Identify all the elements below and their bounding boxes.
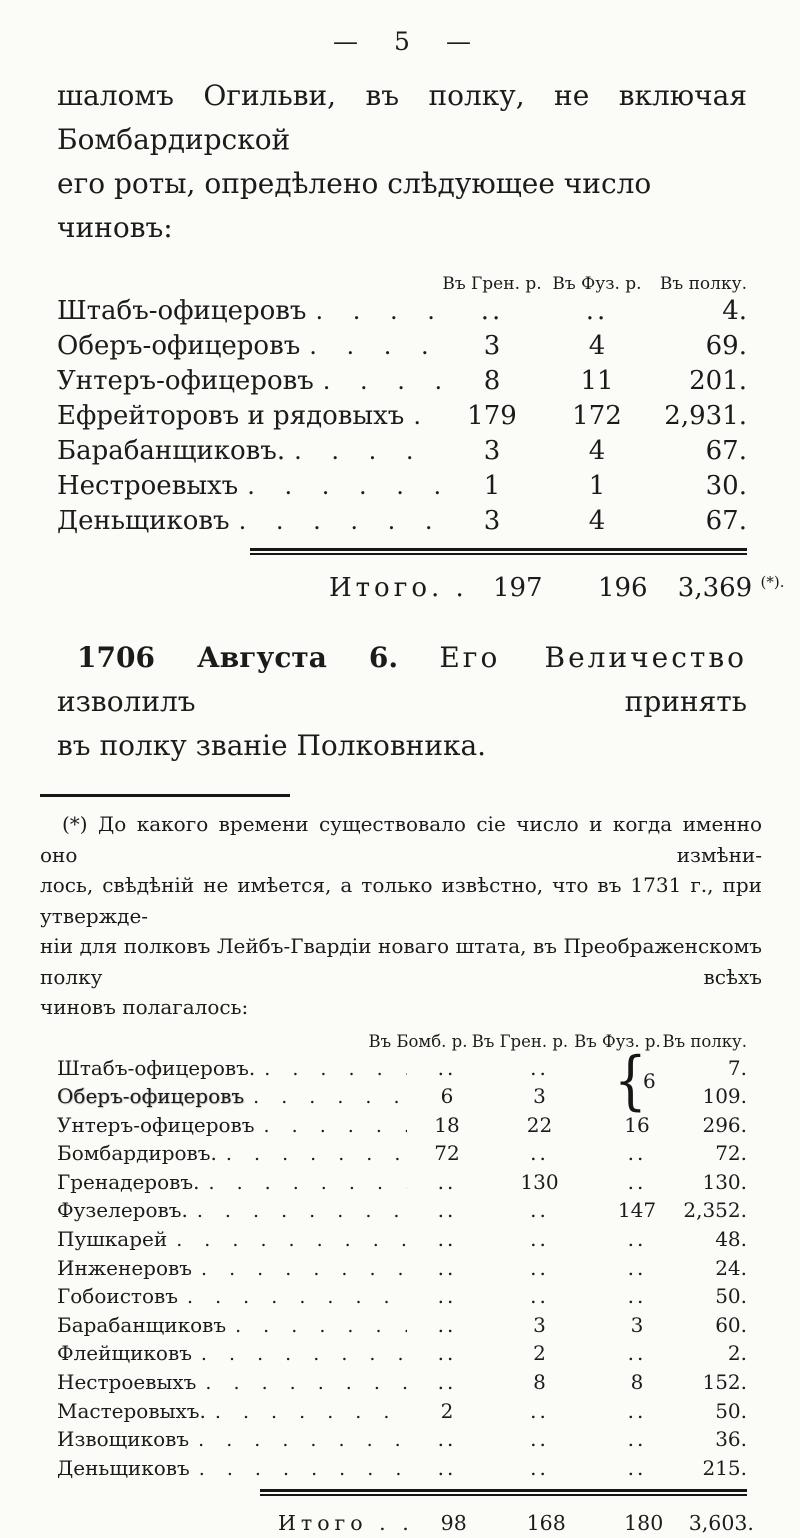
dot-leader-icon	[285, 434, 442, 469]
dot-leader-icon	[192, 1341, 407, 1369]
dot-leader-icon	[404, 399, 442, 434]
footnote-reference-marker: (*).	[760, 573, 785, 591]
entry-1706	[57, 636, 747, 768]
cell-value: 50.	[715, 1284, 747, 1309]
table-row	[57, 329, 747, 364]
cell-value: 8	[483, 366, 501, 396]
page-number-dash-right: —	[445, 26, 471, 56]
cell-value: 130.	[702, 1169, 747, 1194]
cell-value: 48.	[715, 1227, 747, 1252]
table1-total-rule	[250, 548, 747, 555]
table2-total-row	[57, 1508, 754, 1538]
table1-total-polk	[678, 564, 785, 606]
table2-total-bomb: 98	[440, 1511, 467, 1536]
cell-value: 67.	[705, 436, 747, 466]
entry-1706-date: 1706 Августа 6.	[77, 641, 399, 674]
cell-value: ..	[627, 1284, 647, 1309]
cell-value: ..	[530, 1227, 549, 1252]
cell-value: 109.	[702, 1084, 747, 1109]
dot-leader-icon	[244, 1084, 407, 1112]
table2-header-fuz: Въ Фуз. р.	[574, 1031, 661, 1051]
cell-value: 2	[533, 1341, 546, 1366]
cell-value: ..	[530, 1255, 549, 1280]
entry-1706-rest: изволилъ принять	[57, 685, 747, 718]
cell-value: ..	[530, 1141, 549, 1166]
dot-leader-icon	[190, 1456, 407, 1484]
dot-leader-icon	[238, 469, 442, 504]
table-row	[57, 1340, 747, 1369]
row-label: Деньщиковъ	[57, 1455, 190, 1480]
cell-value: ..	[530, 1427, 549, 1452]
cell-value: ..	[530, 1055, 549, 1080]
dot-leader-icon	[314, 364, 442, 399]
cell-value: 1	[588, 471, 606, 501]
cell-value: 201.	[689, 366, 747, 396]
table2-total-label: Итого . .	[278, 1511, 414, 1536]
cell-value: 7.	[727, 1055, 747, 1080]
cell-value: 3	[483, 331, 501, 361]
table-row	[57, 1226, 747, 1255]
cell-value: ..	[585, 296, 609, 326]
footnote-line: чиновъ полагалось:	[40, 995, 249, 1019]
intro-line-2: его роты, опредѣлено слѣдующее число чиновъ:	[57, 167, 652, 244]
cell-value: 179	[467, 401, 517, 431]
dot-leader-icon	[226, 1313, 407, 1341]
table2-header-spacer	[57, 1032, 368, 1052]
table-row	[57, 399, 747, 434]
cell-value: 60.	[715, 1312, 747, 1337]
dot-leader-icon	[300, 329, 442, 364]
cell-value: 30.	[705, 471, 747, 501]
dot-leader-icon	[306, 294, 442, 329]
dot-leader-icon	[255, 1113, 407, 1141]
entry-1706-majesty: Его Величество	[439, 641, 747, 674]
dot-leader-icon	[178, 1284, 407, 1312]
cell-value: ..	[530, 1284, 549, 1309]
table-row	[57, 1169, 747, 1198]
cell-value: 3	[533, 1084, 546, 1109]
cell-value: ..	[437, 1227, 457, 1252]
cell-value: ..	[437, 1284, 457, 1309]
cell-value: 18	[434, 1112, 460, 1137]
cell-value: ..	[437, 1312, 457, 1337]
row-label: Инженеровъ	[57, 1255, 192, 1280]
page-number-dash-left: —	[333, 26, 359, 56]
row-label: Флейщиковъ	[57, 1341, 192, 1366]
cell-value: 2,352.	[683, 1198, 747, 1223]
table1-header-polk: Въ полку.	[659, 274, 747, 294]
dot-leader-icon	[192, 1256, 407, 1284]
row-label: Фузелеровъ.	[57, 1198, 188, 1223]
cell-value: ..	[437, 1198, 457, 1223]
cell-value: 72.	[715, 1141, 747, 1166]
cell-value: ..	[437, 1455, 457, 1480]
cell-value: 4	[588, 506, 606, 536]
cell-value: 3	[483, 436, 501, 466]
cell-value: ..	[627, 1255, 647, 1280]
table1-header-gren: Въ Грен. р.	[442, 274, 542, 294]
row-label: Барабанщиковъ	[57, 1312, 227, 1337]
table1-total-gren: 197	[492, 573, 543, 603]
entry-1706-line-1	[57, 636, 747, 724]
row-label: Нестроевыхъ	[57, 1370, 197, 1395]
dot-leader-icon	[199, 1170, 407, 1198]
cell-value: ..	[627, 1227, 647, 1252]
dot-leader-icon	[217, 1141, 407, 1169]
row-label: Гренадеровъ.	[57, 1169, 200, 1194]
table1-total-fuz: 196	[597, 573, 648, 603]
cell-value: 69.	[705, 331, 747, 361]
table1-body	[57, 294, 747, 539]
dot-leader-icon	[167, 1227, 407, 1255]
cell-value: ..	[437, 1255, 457, 1280]
cell-value: 11	[580, 366, 614, 396]
row-label: Бомбардировъ.	[57, 1141, 217, 1166]
footnote-separator-rule	[40, 794, 290, 797]
row-label: Извощиковъ	[57, 1427, 190, 1452]
table-row	[57, 1369, 747, 1398]
row-label: Унтеръ-офицеровъ	[57, 1112, 255, 1137]
cell-value: 147	[617, 1198, 657, 1223]
cell-value: ..	[530, 1398, 549, 1423]
row-label: Деньщиковъ	[57, 506, 230, 536]
cell-value: ..	[480, 296, 504, 326]
dot-leader-icon	[188, 1198, 407, 1226]
cell-value: ..	[437, 1427, 457, 1452]
dot-leader-icon	[230, 504, 442, 539]
table-row	[57, 364, 747, 399]
cell-value: 3	[533, 1312, 546, 1337]
page-number: 5	[394, 26, 410, 56]
row-label: Нестроевыхъ	[57, 471, 239, 501]
row-label: Гобоистовъ	[57, 1284, 178, 1309]
cell-value: ..	[627, 1341, 647, 1366]
table-row	[57, 469, 747, 504]
cell-value: 72	[434, 1141, 460, 1166]
table2-header-bomb: Въ Бомб. р.	[368, 1031, 468, 1051]
cell-value: 36.	[715, 1427, 747, 1452]
table-row	[57, 504, 747, 539]
table2-total-polk: 3,603.	[688, 1511, 754, 1536]
cell-value: 8	[533, 1370, 546, 1395]
cell-value: 24.	[715, 1255, 747, 1280]
cell-value: ..	[437, 1370, 457, 1395]
row-label: Штабъ-офицеровъ.	[57, 1055, 256, 1080]
table1-header-row	[57, 274, 747, 294]
cell-value: 4.	[722, 296, 747, 326]
dot-leader-icon	[189, 1427, 407, 1455]
cell-value: ..	[627, 1427, 647, 1452]
cell-value: ..	[627, 1398, 647, 1423]
cell-value: 2	[440, 1398, 454, 1423]
cell-value: 152.	[702, 1370, 747, 1395]
cell-value: 4	[588, 436, 606, 466]
cell-value: 50.	[715, 1398, 747, 1423]
cell-value: 130	[520, 1169, 559, 1194]
cell-value: 67.	[705, 506, 747, 536]
cell-value: 296.	[702, 1112, 747, 1137]
table-row	[57, 294, 747, 329]
cell-value: ..	[530, 1455, 549, 1480]
table-row	[57, 1312, 747, 1341]
intro-paragraph	[57, 74, 747, 250]
entry-1706-line-2: въ полку званіе Полковника.	[57, 729, 487, 762]
cell-value: ..	[627, 1141, 647, 1166]
table2-total-fuz: 180	[624, 1511, 664, 1536]
cell-value: ..	[437, 1055, 457, 1080]
table-row	[57, 1140, 747, 1169]
row-label: Пушкарей	[57, 1227, 168, 1252]
intro-line-1: шаломъ Огильви, въ полку, не включая Бомбардирской	[57, 79, 747, 156]
table2-header-gren: Въ Грен. р.	[471, 1031, 569, 1051]
dot-leader-icon	[196, 1370, 407, 1398]
footnote-line: ніи для полковъ Лейбъ-Гвардіи новаго штата, въ Преображенскомъ полку всѣхъ	[40, 934, 762, 989]
table1-header-spacer	[57, 274, 442, 294]
fuz-column-brace-value: 6	[643, 1068, 656, 1093]
table2-header-polk: Въ полку.	[662, 1031, 747, 1051]
fuz-column-brace-icon: {	[614, 1043, 647, 1118]
cell-value: 215.	[702, 1455, 747, 1480]
table1-total-polk-value: 3,369	[677, 573, 753, 603]
cell-value: ..	[627, 1455, 647, 1480]
cell-value: 8	[630, 1370, 644, 1395]
cell-value: 172	[572, 401, 622, 431]
footnote-text	[40, 809, 762, 1023]
cell-value: ..	[530, 1198, 549, 1223]
row-label: Ефрейторовъ и рядовыхъ	[57, 401, 405, 431]
cell-value: ..	[627, 1169, 647, 1194]
cell-value: ..	[437, 1169, 457, 1194]
cell-value: 2.	[727, 1341, 747, 1366]
row-label: Унтеръ-офицеровъ	[57, 366, 314, 396]
table1-total-row	[57, 564, 785, 606]
cell-value: ..	[437, 1341, 457, 1366]
table-row	[57, 434, 747, 469]
row-label: Оберъ-офицеровъ	[57, 331, 301, 361]
cell-value: 3	[483, 506, 501, 536]
cell-value: 16	[624, 1112, 650, 1137]
footnote-line: лось, свѣдѣній не имѣется, а только извѣстно, что въ 1731 г., при утвержде-	[40, 873, 762, 928]
cell-value: 4	[588, 331, 606, 361]
table-row	[57, 1426, 747, 1455]
footnote-line: (*) До какого времени существовало сіе число и когда именно оно измѣни-	[40, 812, 762, 867]
table2-total-gren: 168	[526, 1511, 566, 1536]
table1-header-fuz: Въ Фуз. р.	[552, 274, 642, 294]
cell-value: 22	[526, 1112, 553, 1137]
table-row	[57, 1398, 747, 1427]
table-row	[57, 1197, 747, 1226]
table2-total-rule	[260, 1489, 747, 1496]
dot-leader-icon	[255, 1056, 407, 1084]
table-row	[57, 1283, 747, 1312]
table2-body	[57, 1043, 747, 1484]
cell-value: 2,931.	[664, 401, 747, 431]
cell-value: 3	[630, 1312, 644, 1337]
table-row	[57, 1455, 747, 1484]
table1-total-label: Итого. .	[329, 573, 468, 603]
row-label: Штабъ-офицеровъ	[57, 296, 307, 326]
row-label: Мастеровыхъ.	[57, 1398, 206, 1423]
row-label: Оберъ-офицеровъ	[57, 1084, 245, 1109]
page-number-line	[57, 24, 747, 58]
table-row	[57, 1255, 747, 1284]
row-label: Барабанщиковъ.	[57, 436, 286, 466]
cell-value: 1	[483, 471, 501, 501]
cell-value: 6	[440, 1084, 454, 1109]
dot-leader-icon	[206, 1399, 407, 1427]
